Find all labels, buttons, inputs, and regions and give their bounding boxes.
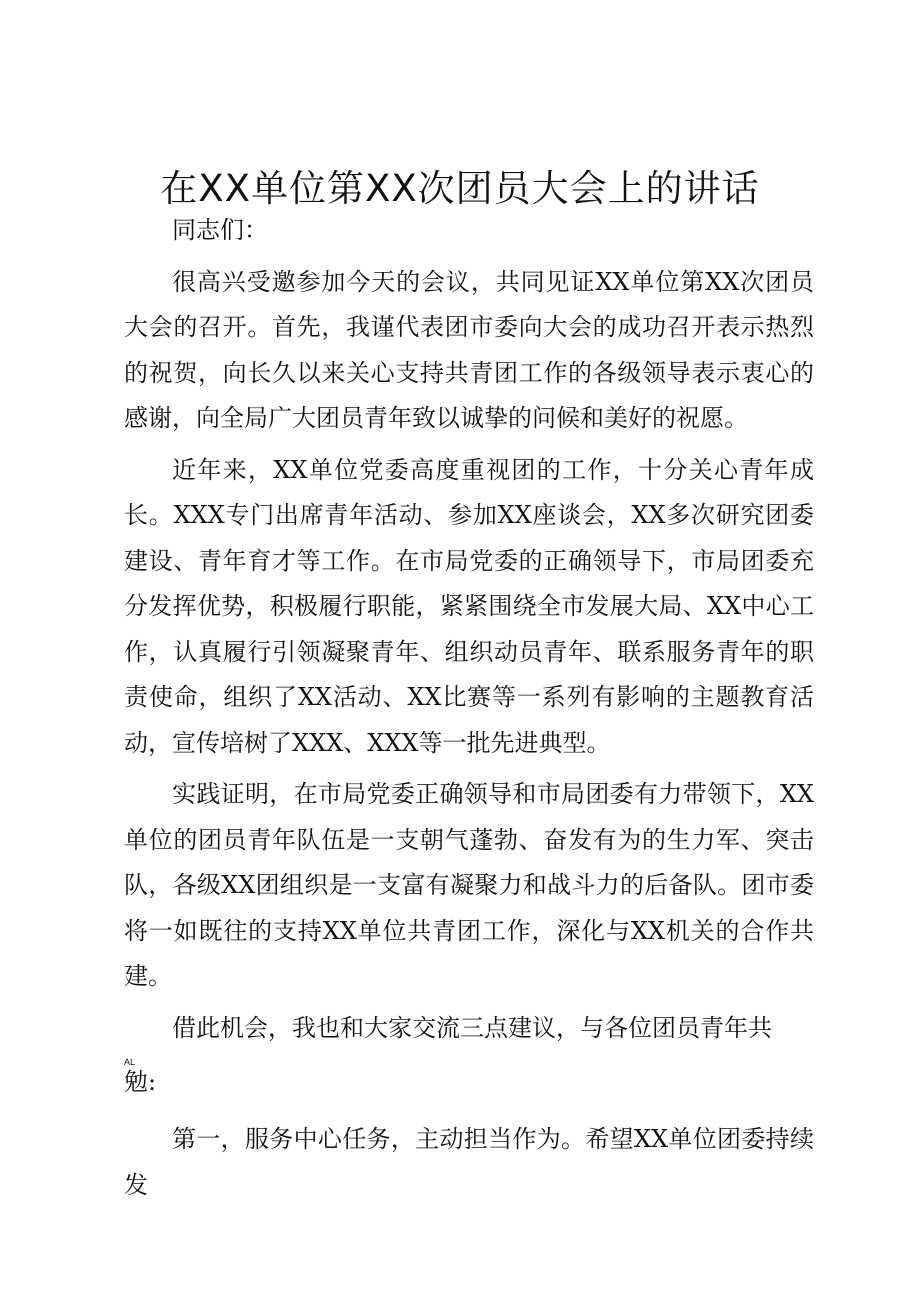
document-title: 在XX单位第XX次团员大会上的讲话 bbox=[160, 167, 760, 210]
salutation: 同志们： bbox=[172, 216, 268, 244]
paragraph-suggestions-tail bbox=[124, 1057, 814, 1097]
paragraph-first-point: 第一，服务中心任务，主动担当作为。希望XX单位团委持续发 bbox=[124, 1125, 814, 1199]
paragraph-opening: 很高兴受邀参加今天的会议，共同见证XX单位第XX次团员大会的召开。首先，我谨代表团市委向大会的成功召开表示热烈的祝贺，向长久以来关心支持共青团工作的各级领导表示衷心的感谢，向全局广大团员青年致以诚挚的问候和美好的祝愿。 bbox=[124, 267, 814, 432]
document-body bbox=[124, 208, 814, 1208]
tail-text: 勉: bbox=[124, 1068, 157, 1096]
paragraph-recent-years: 近年来，XX单位党委高度重视团的工作，十分关心青年成长。XXX专门出席青年活动、参加XX座谈会，XX多次研究团委建设、青年育才等工作。在市局党委的正确领导下，市局团委充分发挥优势，积极履行职能，紧紧围绕全市发展大局、XX中心工作，认真履行引领凝聚青年、组织动员青年、联系服务青年的职责使命，组织了XX活动、XX比赛等一系列有影响的主题教育活动，宣传培树了XXX、XXX等一批先进典型。 bbox=[124, 455, 814, 757]
stray-mark: AL bbox=[124, 1057, 136, 1067]
paragraph-suggestions: 借此机会，我也和大家交流三点建议，与各位团员青年共 bbox=[172, 1013, 772, 1042]
paragraph-practice: 实践证明，在市局党委正确领导和市局团委有力带领下，XX单位的团员青年队伍是一支朝气蓬勃、奋发有为的生力军、突击队，各级XX团组织是一支富有凝聚力和战斗力的后备队。团市委将一如既往的支持XX单位共青团工作，深化与XX机关的合作共建。 bbox=[124, 780, 814, 990]
